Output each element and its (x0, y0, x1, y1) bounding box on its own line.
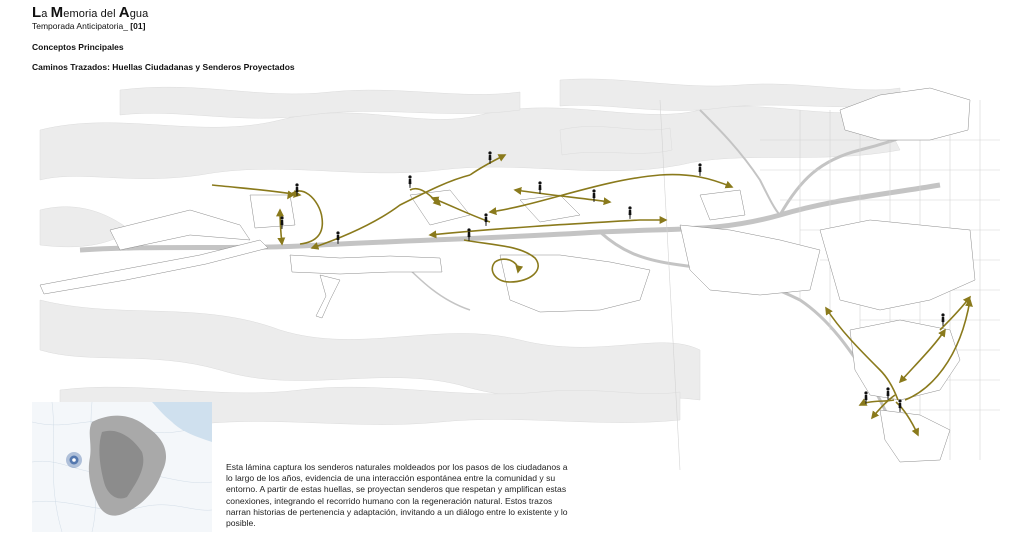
subtitle-code: [01] (130, 21, 146, 31)
pedestrian-figure-icon (538, 181, 541, 194)
pedestrian-figure-icon (698, 163, 701, 176)
header (32, 6, 148, 31)
pedestrian-figure-icon (484, 213, 487, 226)
title-initial: M (50, 4, 64, 21)
page-subtitle (32, 21, 148, 31)
pedestrian-figure-icon (628, 206, 631, 219)
pedestrian-figure-icon (941, 313, 944, 326)
pedestrian-figure-icon (408, 175, 411, 188)
location-inset-map (32, 402, 212, 532)
title-fragment: emoria del (63, 8, 119, 20)
location-marker-icon (66, 452, 82, 468)
description-paragraph: Esta lámina captura los senderos naturales moldeados por los pasos de los ciudadanos a lo largo de los años, evidencia de una interacción espontánea entre la comunidad y su entorno. A partir de estas huellas, se proyectan senderos que respetan y amplifican estas conexiones, integrando el recorrido humano con la regeneración natural. Estos trazos narran historias de pertenencia y adaptación, invitando a un diálogo entre lo existente y lo posible. (226, 462, 568, 529)
page-title (32, 6, 148, 21)
title-initial: L (32, 4, 42, 21)
subtitle-text: Temporada Anticipatoria_ (32, 21, 131, 31)
map-caption: Caminos Trazados: Huellas Ciudadanas y Senderos Proyectados (32, 62, 295, 72)
title-fragment: a (41, 8, 51, 20)
title-fragment: gua (129, 8, 149, 20)
pedestrian-figure-icon (898, 399, 901, 412)
section-title: Conceptos Principales (32, 42, 124, 52)
title-initial: A (118, 4, 130, 21)
